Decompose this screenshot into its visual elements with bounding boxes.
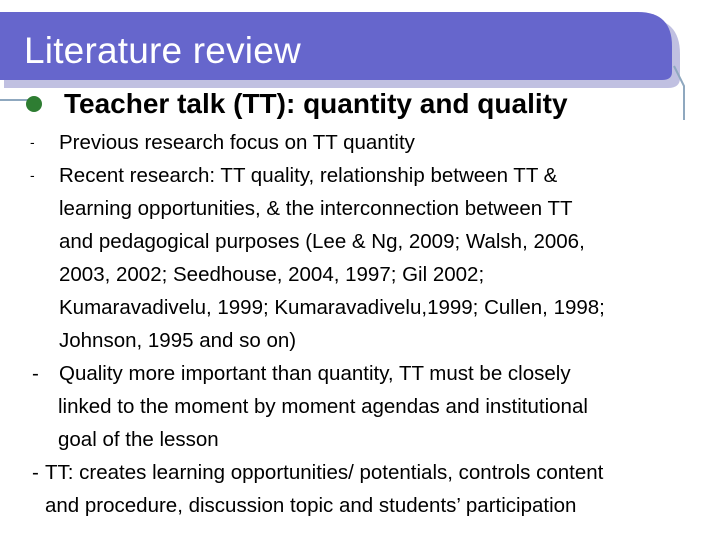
- line-text: Johnson, 1995 and so on): [59, 329, 297, 352]
- slide-heading: Teacher talk (TT): quantity and quality: [64, 88, 568, 119]
- line-text: learning opportunities, & the interconnection between TT: [59, 197, 573, 220]
- line-text: Previous research focus on TT quantity: [59, 131, 415, 154]
- line-text: 2003, 2002; Seedhouse, 2004, 1997; Gil 2002;: [59, 263, 485, 286]
- line-text: and pedagogical purposes (Lee & Ng, 2009; Walsh, 2006,: [59, 230, 585, 253]
- line-text: and procedure, discussion topic and students’ participation: [45, 494, 577, 517]
- slide-title: Literature review: [24, 30, 301, 71]
- line-text: linked to the moment by moment agendas and institutional: [58, 395, 588, 418]
- line-text: goal of the lesson: [58, 428, 219, 451]
- line-text: Quality more important than quantity, TT must be closely: [59, 362, 571, 385]
- text-line: [0, 357, 700, 390]
- line-text: TT: creates learning opportunities/ potentials, controls content: [45, 461, 604, 484]
- dash-marker: -: [30, 167, 35, 183]
- dash-marker: -: [32, 362, 39, 385]
- bullet-dot-icon: [26, 96, 42, 112]
- text-line: [0, 423, 700, 456]
- text-line: [0, 192, 700, 225]
- text-line: [0, 258, 700, 291]
- text-line: [0, 456, 700, 489]
- text-line: [0, 390, 700, 423]
- dash-marker: -: [32, 461, 39, 484]
- slide-body: [0, 126, 700, 522]
- text-line: [0, 225, 700, 258]
- text-line: [0, 291, 700, 324]
- text-line: [0, 489, 700, 522]
- text-line: [0, 126, 700, 159]
- line-text: Kumaravadivelu, 1999; Kumaravadivelu,1999; Cullen, 1998;: [59, 296, 605, 319]
- heading-row: [26, 82, 568, 126]
- line-text: Recent research: TT quality, relationship between TT &: [59, 164, 558, 187]
- text-line: [0, 324, 700, 357]
- text-line: [0, 159, 700, 192]
- dash-marker: -: [30, 134, 35, 150]
